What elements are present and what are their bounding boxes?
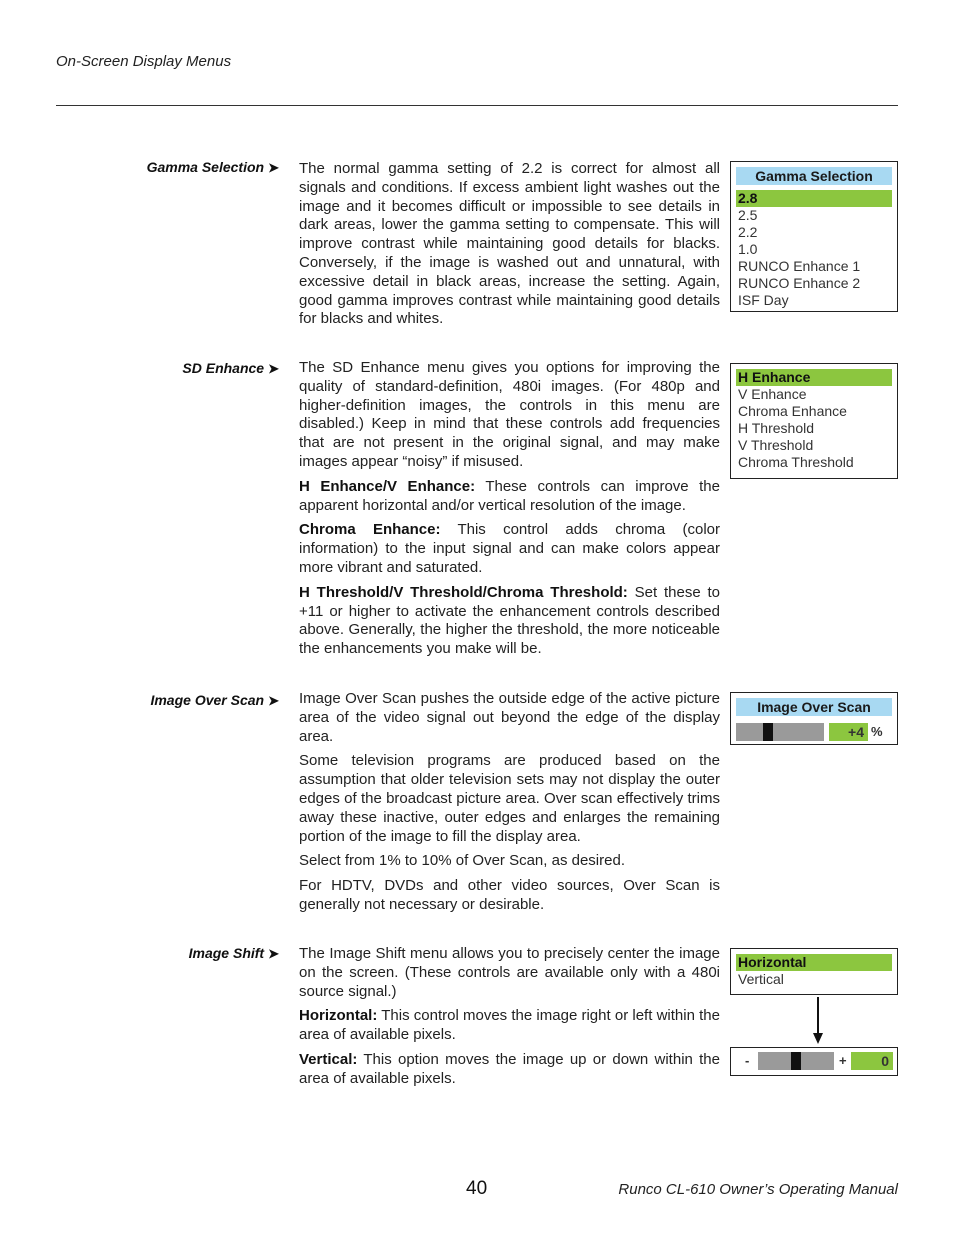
section-label-text: Gamma Selection [146, 159, 265, 175]
menu-item-isf-day[interactable]: ISF Day [738, 292, 789, 308]
arrow-right-icon: ➤ [268, 693, 279, 708]
arrow-right-icon: ➤ [268, 946, 279, 961]
h-enhance-paragraph [299, 478, 720, 516]
menu-item-vertical[interactable]: Vertical [738, 971, 784, 987]
slider-thumb[interactable] [791, 1052, 801, 1070]
definition: This control adds chroma (color information) to the input signal and can make colors appear more vibrant and saturated. [299, 521, 720, 576]
section-label-text: SD Enhance [182, 360, 265, 376]
section-label-sd-enhance [59, 360, 279, 377]
image-shift-body [299, 945, 720, 1095]
header-divider [56, 105, 898, 106]
section-label-gamma [59, 159, 279, 176]
slider-track[interactable] [736, 723, 824, 741]
overscan-paragraph: Select from 1% to 10% of Over Scan, as desired. [299, 852, 625, 870]
section-label-text: Image Over Scan [150, 692, 265, 708]
sd-enhance-body [299, 359, 720, 665]
menu-item-h-threshold[interactable]: H Threshold [738, 420, 815, 436]
term: H Enhance/V Enhance: [299, 477, 476, 495]
section-label-image-shift [59, 945, 279, 962]
image-shift-slider-box [730, 1047, 898, 1076]
overscan-paragraph: Some television programs are produced based on the assumption that older television sets may not display the outer edges of the broadcast picture area. Over scan effectively trims away these inactive, outer edges and enlarges the remaining portion of the image to fill the display area. [299, 752, 720, 845]
menu-item-h-enhance[interactable]: H Enhance [736, 369, 892, 386]
image-shift-menu [730, 948, 898, 995]
menu-item-v-threshold[interactable]: V Threshold [738, 437, 814, 453]
term: Horizontal: [299, 1007, 378, 1025]
menu-item-2-5[interactable]: 2.5 [738, 207, 758, 223]
menu-item-chroma-enhance[interactable]: Chroma Enhance [738, 403, 847, 419]
vertical-paragraph [299, 1051, 720, 1089]
menu-item-runco-enhance-1[interactable]: RUNCO Enhance 1 [738, 258, 861, 274]
page-number: 40 [466, 1178, 488, 1199]
slider-value: 0 [851, 1052, 893, 1070]
menu-item-2-8[interactable]: 2.8 [736, 190, 892, 207]
overscan-body [299, 690, 720, 921]
menu-item-1-0[interactable]: 1.0 [738, 241, 758, 257]
definition: This control moves the image right or left within the area of available pixels. [299, 1007, 720, 1044]
term: H Threshold/V Threshold/Chroma Threshold: [299, 583, 628, 601]
menu-item-v-enhance[interactable]: V Enhance [738, 386, 807, 402]
threshold-paragraph [299, 584, 720, 659]
menu-title: Image Over Scan [736, 698, 892, 716]
section-label-text: Image Shift [188, 945, 265, 961]
manual-title: Runco CL-610 Owner’s Operating Manual [618, 1181, 898, 1198]
arrow-down-icon [811, 997, 825, 1045]
section-label-overscan [59, 692, 279, 709]
menu-title: Gamma Selection [736, 167, 892, 185]
definition: Set these to +11 or higher to activate the enhancement controls described above. Generally, the higher the threshold, the more noticeable the enhancements you make will be. [299, 583, 720, 658]
overscan-paragraph: Image Over Scan pushes the outside edge of the active picture area of the video signal out beyond the edge of the display area. [299, 690, 720, 745]
slider-thumb[interactable] [763, 723, 773, 741]
image-shift-intro: The Image Shift menu allows you to precisely center the image on the screen. (These controls are available only with a 480i source signal.) [299, 945, 720, 1000]
gamma-selection-menu [730, 161, 898, 312]
arrow-right-icon: ➤ [268, 361, 279, 376]
sd-enhance-intro: The SD Enhance menu gives you options for improving the quality of standard-definition, 480i images. (For 480p and higher-definition images, the controls in this menu are disabled.) Keep in mind that these controls add frequencies that are not present in the original signal, and may make images appear “noisy” if misused. [299, 359, 720, 470]
plus-label: + [839, 1053, 847, 1068]
gamma-paragraph: The normal gamma setting of 2.2 is correct for almost all signals and conditions. If excess ambient light washes out the image and it becomes difficult or impossible to see details in dark areas, lower the gamma setting to compensate. This will improve contrast while maintaining good details for blacks. Conversely, if the image is washed out and unnatural, with excessive detail in black areas, increase the setting. Again, good gamma improves contrast while maintaining good details for blacks and whites. [299, 160, 720, 328]
minus-label: - [745, 1053, 750, 1068]
definition: This option moves the image up or down within the area of available pixels. [299, 1050, 720, 1087]
menu-item-horizontal[interactable]: Horizontal [736, 954, 892, 971]
term: Chroma Enhance: [299, 521, 441, 539]
menu-item-runco-enhance-2[interactable]: RUNCO Enhance 2 [738, 275, 861, 291]
chroma-enhance-paragraph [299, 521, 720, 577]
slider-value: +4 [829, 723, 868, 741]
image-over-scan-menu [730, 692, 898, 745]
gamma-body [299, 160, 720, 335]
term: Vertical: [299, 1050, 358, 1068]
menu-item-2-2[interactable]: 2.2 [738, 224, 758, 240]
overscan-paragraph: For HDTV, DVDs and other video sources, Over Scan is generally not necessary or desirable. [299, 877, 720, 913]
definition: These controls can improve the apparent horizontal and/or vertical resolution of the image. [299, 477, 720, 514]
overscan-slider[interactable] [736, 721, 892, 743]
menu-item-chroma-threshold[interactable]: Chroma Threshold [738, 454, 854, 470]
running-header: On-Screen Display Menus [56, 53, 232, 70]
horizontal-paragraph [299, 1007, 720, 1045]
sd-enhance-menu [730, 363, 898, 479]
arrow-right-icon: ➤ [268, 160, 279, 175]
unit-label: % [871, 724, 883, 739]
slider-track[interactable] [758, 1052, 834, 1070]
